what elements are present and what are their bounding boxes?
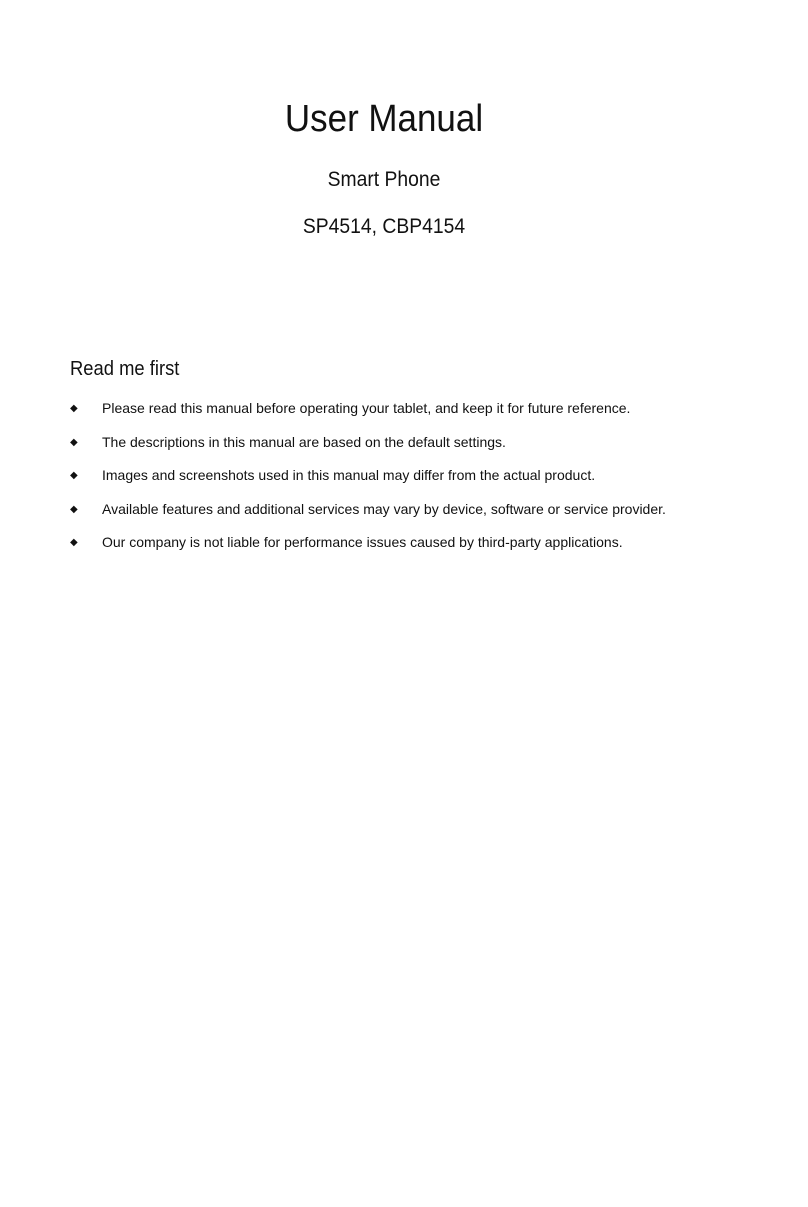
diamond-bullet-icon: ◆ <box>70 403 78 414</box>
document-title: User Manual <box>284 98 484 140</box>
section-heading: Read me first <box>70 358 180 380</box>
diamond-bullet-icon: ◆ <box>70 503 78 515</box>
bullet-list <box>70 392 699 560</box>
list-item-text: Available features and additional services may vary by device, software or service provider. <box>102 500 666 517</box>
diamond-bullet-icon: ◆ <box>70 436 78 448</box>
document-subtitle: Smart Phone <box>327 168 441 191</box>
list-item-text: Please read this manual before operating your tablet, and keep it for future reference. <box>102 400 631 416</box>
list-item <box>70 392 699 426</box>
diamond-bullet-icon: ◆ <box>70 537 78 549</box>
list-item-text: The descriptions in this manual are based on the default settings. <box>102 433 506 450</box>
list-item <box>70 493 699 527</box>
list-item <box>70 526 699 560</box>
diamond-bullet-icon: ◆ <box>70 470 78 482</box>
list-item-text: Images and screenshots used in this manual may differ from the actual product. <box>102 467 596 484</box>
model-numbers: SP4514, CBP4154 <box>302 215 466 238</box>
list-item <box>70 459 699 493</box>
list-item-text: Our company is not liable for performance issues caused by third-party applications. <box>102 534 623 551</box>
list-item <box>70 426 699 460</box>
